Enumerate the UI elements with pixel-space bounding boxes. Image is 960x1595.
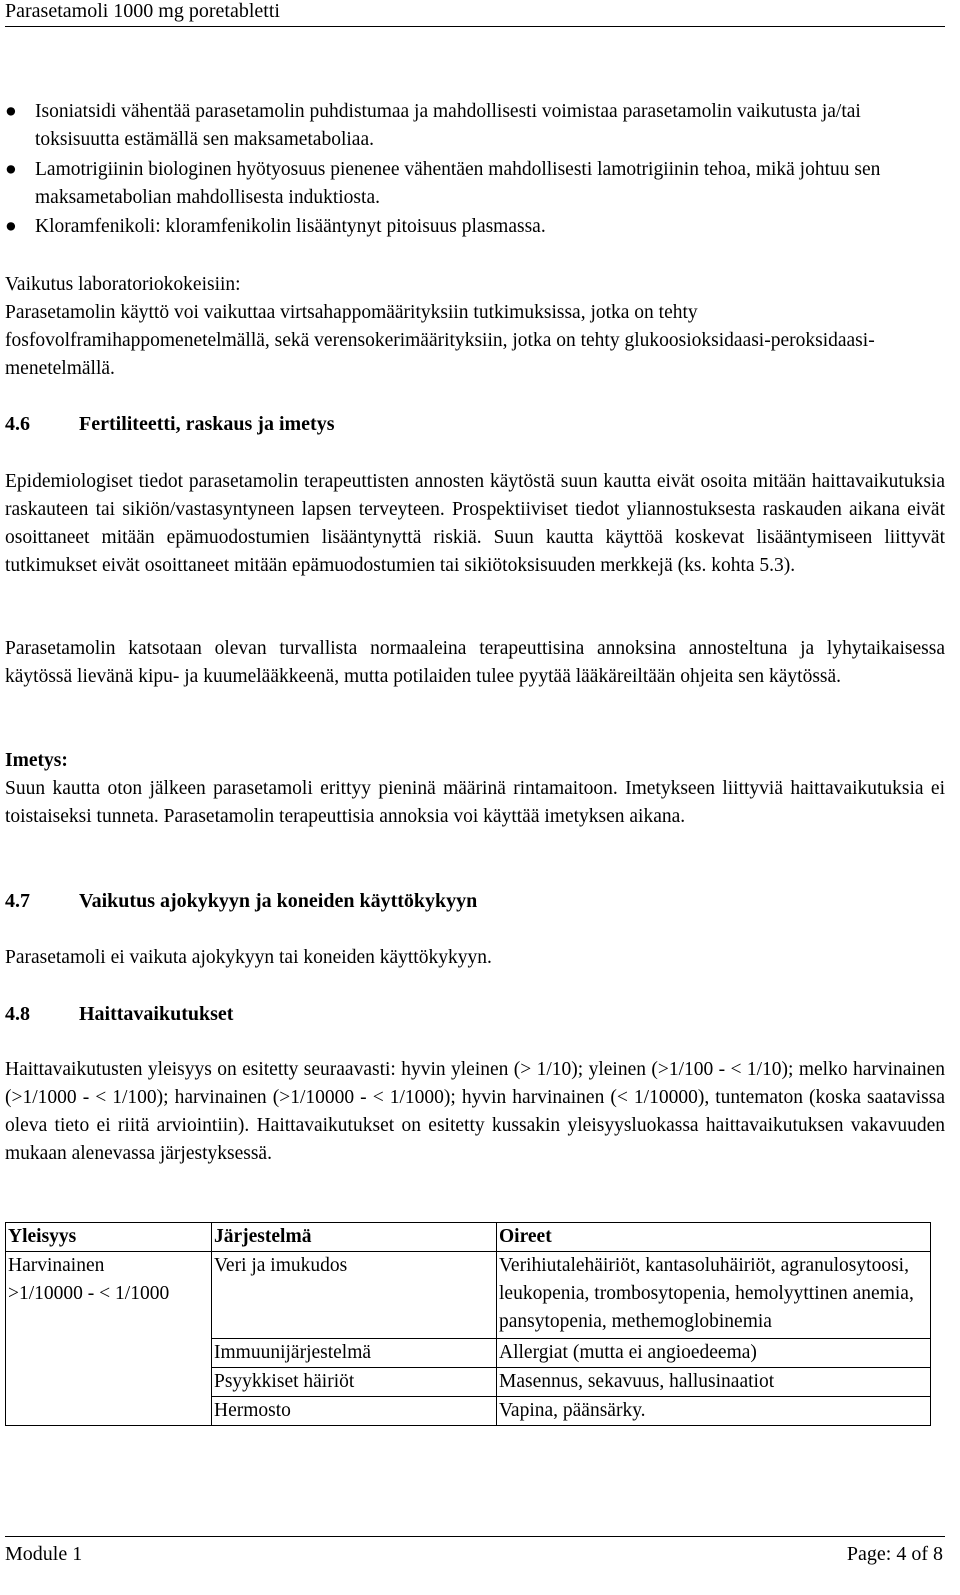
system-cell: Veri ja imukudos: [212, 1252, 497, 1339]
column-header: Yleisyys: [6, 1223, 212, 1252]
section-number: 4.6: [5, 413, 30, 435]
subheading-imetys: Imetys:: [5, 750, 68, 771]
paragraph: Epidemiologiset tiedot parasetamolin terapeuttisten annosten käytöstä suun kautta eivät osoita mitään haittavaikutuksia raskauteen tai sikiön/vastasyntyneen lapsen terveyteen. Prospektiiviset tiedot yliannostuksesta raskauden aikana eivät osoittaneet mitään epämuodostumien lisääntynyttä riskiä. Suun kautta käyttöä koskevat lisääntymiseen liittyvät tutkimukset eivät osoittaneet mitään epämuodostumien tai sikiötoksisuuden merkkejä (ks. kohta 5.3).: [5, 471, 945, 576]
frequency-cell: [6, 1252, 212, 1426]
symptoms-cell: Verihiutalehäiriöt, kantasoluhäiriöt, agranulosytoosi, leukopenia, trombosytopenia, hemolyyttinen anemia, pansytopenia, methemoglobinemia: [497, 1252, 931, 1339]
system-cell: Hermosto: [212, 1397, 497, 1426]
lab-title: Vaikutus laboratoriokokeisiin:: [5, 274, 241, 295]
section-number: 4.8: [5, 1003, 30, 1025]
symptoms-cell: Allergiat (mutta ei angioedeema): [497, 1339, 931, 1368]
column-header: Oireet: [497, 1223, 931, 1252]
section-heading-4-8: [5, 1000, 233, 1028]
lab-text: Parasetamolin käyttö voi vaikuttaa virtsahappomäärityksiin tutkimuksissa, jotka on tehty fosfovolframihappomenetelmällä, sekä verensokerimäärityksiin, jotka on tehty glukoosioksidaasi-peroksidaasi-menetelmällä.: [5, 302, 875, 379]
paragraph: Haittavaikutusten yleisyys on esitetty seuraavasti: hyvin yleinen (> 1/10); yleinen (>1/100 - < 1/10); melko harvinainen (>1/1000 - < 1/100); harvinainen (>1/10000 - < 1/1000); hyvin harvinainen (< 1/10000), tuntematon (koska saatavissa oleva tieto ei riitä arviointiin). Haittavaikutukset on esitetty kussakin yleisyysluokassa haittavaikutuksen vakavuuden mukaan alenevassa järjestyksessä.: [5, 1059, 945, 1164]
section-title: Fertiliteetti, raskaus ja imetys: [79, 413, 335, 435]
page-number: Page: 4 of 8: [846, 1543, 943, 1565]
system-cell: Immuunijärjestelmä: [212, 1339, 497, 1368]
section-title: Haittavaikutukset: [79, 1003, 234, 1025]
frequency-range: >1/10000 - < 1/1000: [8, 1283, 170, 1304]
paragraph: Parasetamolin katsotaan olevan turvallista normaaleina terapeuttisina annoksina annosteltuna ja lyhytaikaisessa käytössä lievänä kipu- ja kuumelääkkeenä, mutta potilaiden tulee pyytää lääkäreiltään ohjeita sen käytössä.: [5, 638, 945, 687]
table-header-row: [6, 1223, 931, 1252]
bullet-icon: ●: [5, 216, 17, 237]
page-footer: [5, 1536, 945, 1567]
paragraph: Parasetamoli ei vaikuta ajokykyyn tai koneiden käyttökykyyn.: [5, 947, 492, 968]
document-title: Parasetamoli 1000 mg poretabletti: [5, 0, 280, 22]
symptoms-cell: Masennus, sekavuus, hallusinaatiot: [497, 1368, 931, 1397]
section-number: 4.7: [5, 890, 30, 912]
section-heading-4-6: [5, 410, 334, 438]
module-label: Module 1: [5, 1543, 83, 1565]
frequency-label: Harvinainen: [8, 1255, 105, 1276]
table-row: [6, 1252, 931, 1339]
symptoms-cell: Vapina, päänsärky.: [497, 1397, 931, 1426]
side-effects-table: [5, 1222, 931, 1426]
column-header: Järjestelmä: [212, 1223, 497, 1252]
bullet-icon: ●: [5, 101, 17, 122]
paragraph: Suun kautta oton jälkeen parasetamoli erittyy pieninä määrinä rintamaitoon. Imetykseen liittyviä haittavaikutuksia ei toistaiseksi tunneta. Parasetamolin terapeuttisia annoksia voi käyttää imetyksen aikana.: [5, 778, 945, 827]
section-title: Vaikutus ajokykyyn ja koneiden käyttökykyyn: [79, 890, 478, 912]
list-item: [5, 213, 945, 241]
page-header: [5, 0, 945, 27]
section-heading-4-7: [5, 887, 477, 915]
interaction-text: Kloramfenikoli: kloramfenikolin lisääntynyt pitoisuus plasmassa.: [35, 216, 546, 237]
list-item: [5, 156, 945, 212]
interaction-text: Isoniatsidi vähentää parasetamolin puhdistumaa ja mahdollisesti voimistaa parasetamolin vaikutusta ja/tai toksisuutta estämällä sen maksametaboliaa.: [35, 101, 861, 150]
system-cell: Psyykkiset häiriöt: [212, 1368, 497, 1397]
bullet-icon: ●: [5, 159, 17, 180]
interaction-text: Lamotrigiinin biologinen hyötyosuus pienenee vähentäen mahdollisesti lamotrigiinin tehoa, mikä johtuu sen maksametabolian mahdollisesta induktiosta.: [35, 159, 881, 208]
list-item: [5, 98, 945, 154]
